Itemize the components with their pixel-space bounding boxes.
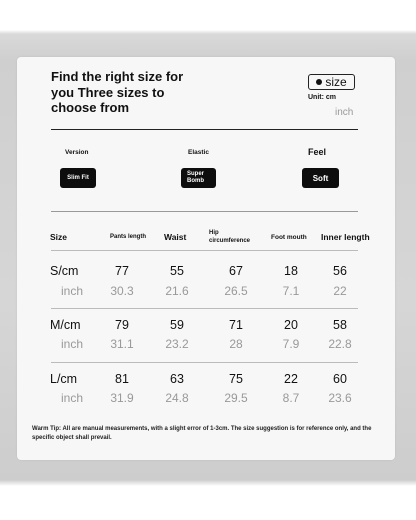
cell-inch: 31.9 (110, 391, 134, 405)
row-label: S/cm (50, 264, 79, 278)
warm-tip: Warm Tip: All are manual measurements, with a slight error of 1-3cm. The size suggestion is for reference only, and the specific object shall prevail. (32, 426, 372, 441)
header-foot-mouth: Foot mouth (271, 234, 307, 241)
cell-cm: 63 (170, 372, 184, 386)
headline-line-1: Find the right size for (51, 69, 184, 84)
divider (51, 362, 358, 363)
cell-cm: 81 (115, 372, 129, 386)
cell-cm: 79 (115, 318, 129, 332)
cell-cm: 22 (284, 372, 298, 386)
bullet-icon (316, 79, 322, 85)
cell-cm: 60 (333, 372, 347, 386)
divider (51, 308, 358, 309)
header-inner-length: Inner length (321, 232, 370, 242)
header-pants-length: Pants length (110, 234, 147, 240)
row-label: M/cm (50, 318, 81, 332)
header-hip: Hip circumference (209, 230, 251, 244)
row-sublabel: inch (61, 391, 84, 405)
inch-label: inch (335, 107, 354, 118)
feature-value: Soft (312, 173, 329, 183)
cell-cm: 75 (229, 372, 243, 386)
cell-cm: 59 (170, 318, 184, 332)
cell-cm: 58 (333, 318, 347, 332)
divider (51, 129, 358, 130)
cell-cm: 18 (284, 264, 298, 278)
header-waist: Waist (164, 232, 187, 242)
cell-inch: 26.5 (224, 284, 248, 298)
cell-inch: 30.3 (110, 284, 134, 298)
unit-label: Unit: cm (308, 94, 336, 101)
cell-inch: 22.8 (328, 337, 352, 351)
cell-inch: 23.2 (165, 337, 189, 351)
size-badge-label: size (325, 75, 347, 89)
headline-line-3: choose from (51, 100, 130, 115)
feature-label-feel: Feel (308, 147, 327, 157)
feature-value-line: Bomb (187, 178, 204, 184)
feature-pill-elastic (181, 168, 216, 188)
cell-cm: 55 (170, 264, 184, 278)
cell-inch: 29.5 (224, 391, 248, 405)
feature-label-elastic: Elastic (188, 149, 209, 156)
cell-inch: 7.1 (282, 284, 300, 298)
size-chart-card (17, 57, 395, 460)
row-sublabel: inch (61, 284, 84, 298)
cell-inch: 8.7 (282, 391, 300, 405)
feature-value-line: Super (187, 171, 205, 177)
cell-inch: 23.6 (328, 391, 352, 405)
cell-cm: 71 (229, 318, 243, 332)
cell-inch: 24.8 (165, 391, 189, 405)
feature-value: Slim Fit (67, 174, 89, 181)
cell-inch: 28 (229, 337, 243, 351)
row-sublabel: inch (61, 337, 84, 351)
cell-inch: 7.9 (282, 337, 300, 351)
cell-inch: 22 (333, 284, 347, 298)
cell-inch: 31.1 (110, 337, 134, 351)
cell-cm: 56 (333, 264, 347, 278)
size-badge (308, 74, 355, 90)
cell-cm: 67 (229, 264, 243, 278)
feature-pill-version (60, 168, 96, 188)
cell-cm: 20 (284, 318, 298, 332)
cell-cm: 77 (115, 264, 129, 278)
headline-line-2: you Three sizes to (51, 84, 165, 100)
divider (51, 211, 358, 212)
headline (51, 69, 221, 116)
divider (51, 250, 358, 251)
header-size: Size (50, 232, 68, 242)
row-label: L/cm (50, 372, 78, 386)
feature-pill-feel (302, 168, 339, 188)
cell-inch: 21.6 (165, 284, 189, 298)
feature-label-version: Version (65, 149, 89, 156)
